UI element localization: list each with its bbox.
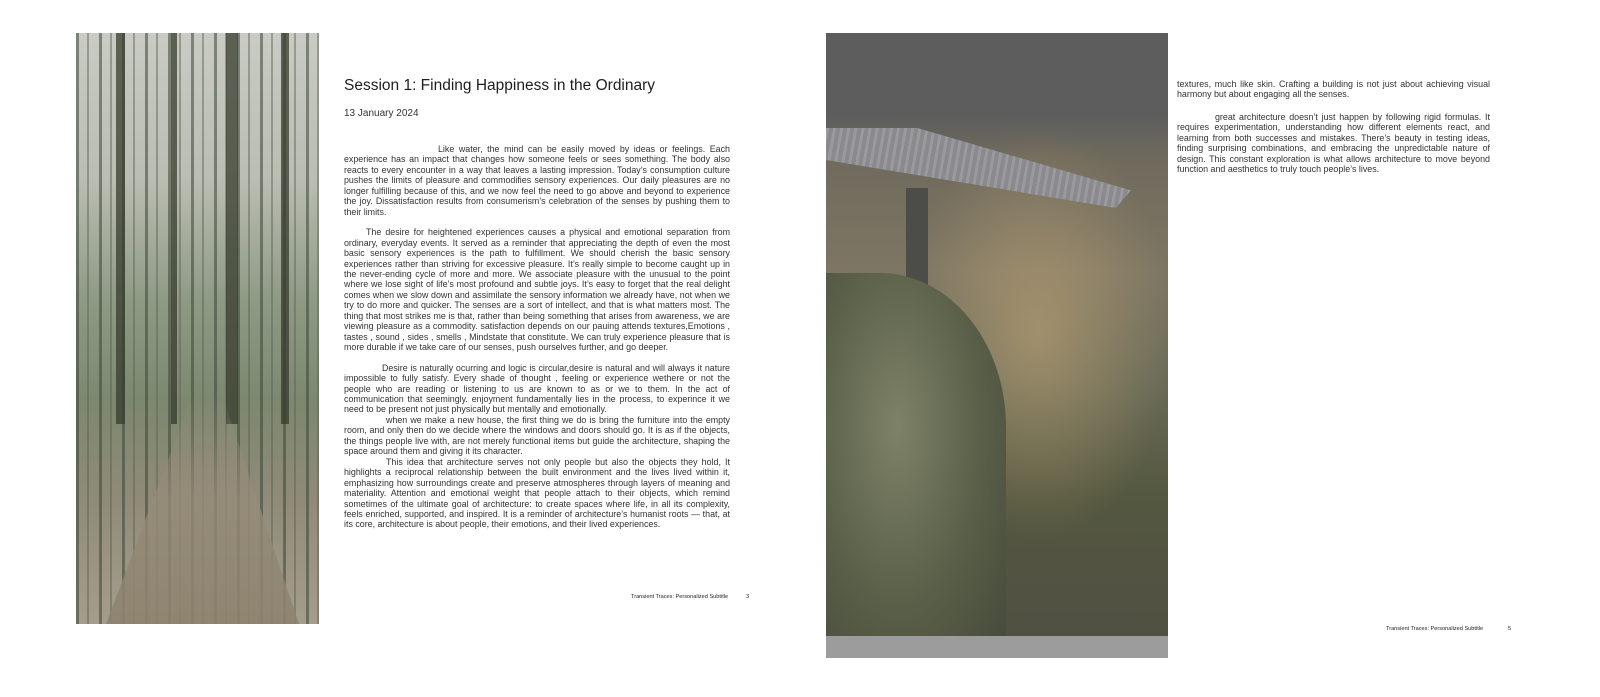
page-number: 5 (1508, 626, 1512, 632)
tree-trunk (171, 33, 177, 424)
paragraph: This idea that architecture serves not only people but also the objects they hold, It highlights a reciprocal relationship between the built environment and the lives lived within it, emphasizing how surroundings create and preserve atmospheres through layers of meaning and materiality. Attention and emotional weight that people attach to their objects, which remind sometimes of the ultimate goal of architecture: to create spaces where life, in all its complexity, feels enriched, supported, and inspired. It is a reminder of architecture’s humanist roots — that, at its core, architecture is about people, their emotions, and their lived experiences. (344, 456, 730, 530)
foliage (826, 273, 1006, 658)
paragraph: when we make a new house, the first thing we do is bring the furniture into the empty room, and only then do we decide where the windows and doors should go. It is as if the objects, the things people live with, are not merely functional items but guide the architecture, shaping the space around them and giving it its character. (344, 414, 730, 457)
right-page (800, 0, 1600, 697)
page-number: 3 (746, 594, 750, 600)
forest-path-photo (76, 33, 319, 624)
paragraph: great architecture doesn’t just happen by following rigid formulas. It requires experimentation, understanding how different elements react, and learning from both successes and mistakes. There’s beauty in testing ideas, finding surprising combinations, and embracing the unpredictable nature of design. This constant exploration is what allows architecture to move beyond function and aesthetics to truly touch people’s lives. (1177, 111, 1490, 175)
paragraph: The desire for heightened experiences causes a physical and emotional separation from ordinary, everyday events. It served as a reminder that appreciating the depth of even the most basic sensory experiences is the path to fulfillment. We should cherish the basic sensory experiences rather than striving for excessive pleasure. It’s really simple to become caught up in the never-ending cycle of more and more. We associate pleasure with the unusual to the point where we lose sight of life’s most profound and subtle joys. It’s easy to forget that the real delight comes when we slow down and assimilate the sensory information we already have, not when we try to do more and quicker. The senses are a sort of intellect, and that is what matters most. The thing that most strikes me is that, rather than being something that arises from awareness, we are viewing pleasure as a commodity. satisfaction depends on our pauing attends textures,Emotions , tastes , sound , sides , smells , Mindstate that constitute. We can truly experience pleasure that is more durable if we take care of our senses, push ourselves further, and go deeper. (344, 227, 730, 353)
dirt-path (106, 394, 299, 624)
paragraph: textures, much like skin. Crafting a building is not just about achieving visual harmony but about engaging all the senses. (1177, 79, 1490, 100)
session-date: 13 January 2024 (344, 108, 419, 119)
footer-subtitle: Transient Traces: Personalized Subtitle (1386, 626, 1484, 632)
tree-trunk (226, 33, 238, 424)
footer-subtitle: Transient Traces: Personalized Subtitle (631, 594, 729, 600)
paragraph: Like water, the mind can be easily moved by ideas or feelings. Each experience has an impact that changes how someone feels or sees something. The body also reacts to every encounter in a way that leaves a lasting impression. Today’s consumption culture pushes the limits of pleasure and commodifies sensory experiences. Our daily pleasures are no longer fulfilling because of this, and we now feel the need to go above and beyond to experience the joy. Dissatisfaction results from consumerism’s celebration of the senses by pushing them to their limits. (344, 144, 730, 217)
tree-trunk (116, 33, 125, 424)
tree-trunk (281, 33, 289, 424)
porch-roof-foliage-photo (826, 33, 1168, 658)
corrugated-roof (826, 128, 1131, 208)
right-body-column (1177, 79, 1490, 175)
floor-slab (826, 636, 1168, 658)
session-title: Session 1: Finding Happiness in the Ordinary (344, 77, 656, 94)
paragraph: Desire is naturally ocurring and logic is circular,desire is natural and will always it nature impossible to fully satisfy. Every shade of thought , feeling or experience wethere or not the people who are reading or listening to us are known to as or we to them. In the act of communication that seemingly. enjoyment fundamentally lies in the process, to experince it we need to be present not just physically but mentally and emotionally. (344, 362, 730, 415)
left-body-column (344, 144, 730, 530)
